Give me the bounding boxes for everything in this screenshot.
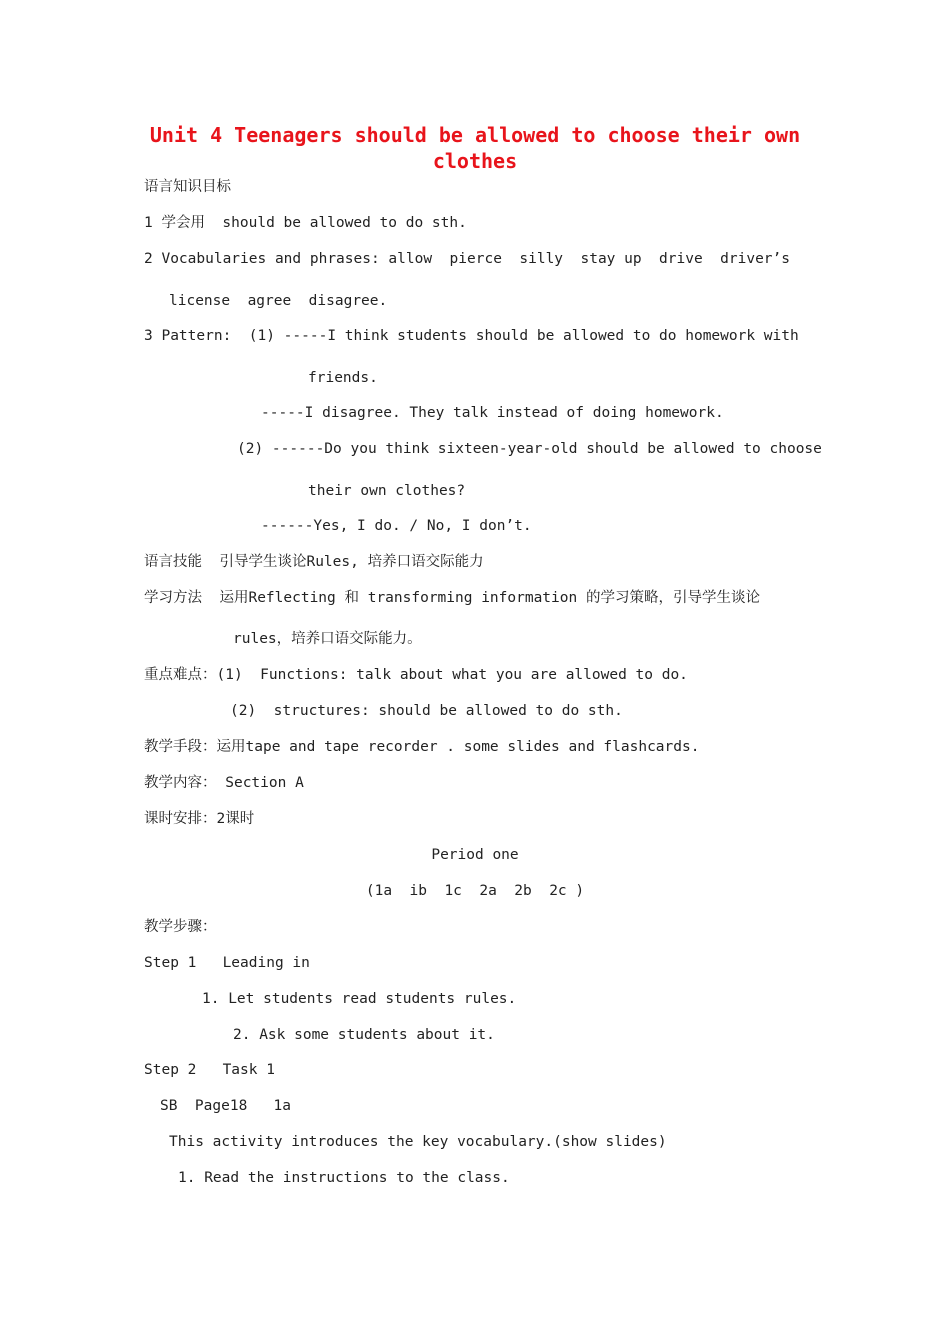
step-2-item-1: 1. Read the instructions to the class. [178,1170,510,1186]
pattern-line-4: ------Yes, I do. / No, I don’t. [261,518,532,534]
document-title: Unit 4 Teenagers should be allowed to choose their own clothes [149,123,801,173]
key-points-line: 重点难点：(1) Functions: talk about what you are allowed to do. [144,667,688,683]
pattern-line-1: 3 Pattern: (1) -----I think students should be allowed to do homework with [144,328,799,344]
method-line-cont: rules，培养口语交际能力。 [233,631,422,647]
vocabulary-line: 2 Vocabularies and phrases: allow pierce silly stay up drive driver’s [144,251,791,267]
objectives-heading: 语言知识目标 [144,179,231,195]
step-2-intro: This activity introduces the key vocabulary.(show slides) [169,1134,667,1150]
objective-line-1: 1 学会用 should be allowed to do sth. [144,215,467,231]
pattern-line-2: -----I disagree. They talk instead of doing homework. [261,405,724,421]
period-title: Period one [431,847,519,863]
content-line: 教学内容： Section A [144,775,304,791]
pattern-line-3-cont: their own clothes? [308,483,466,499]
skills-line: 语言技能 引导学生谈论Rules, 培养口语交际能力 [144,554,484,570]
step-1-item-1: 1. Let students read students rules. [202,991,517,1007]
method-line: 学习方法 运用Reflecting 和 transforming information 的学习策略，引导学生谈论 [144,590,760,606]
steps-heading: 教学步骤： [144,919,217,935]
key-points-line-2: (2) structures: should be allowed to do sth. [230,703,623,719]
pattern-line-3: (2) ------Do you think sixteen-year-old should be allowed to choose [237,441,822,457]
pattern-line-1-cont: friends. [308,370,378,386]
step-2: Step 2 Task 1 [144,1062,275,1078]
step-1-item-2: 2. Ask some students about it. [233,1027,495,1043]
schedule-line: 课时安排：2课时 [144,811,255,827]
period-parts: (1a ib 1c 2a 2b 2c ) [365,883,585,899]
step-2-sb: SB Page18 1a [160,1098,291,1114]
step-1: Step 1 Leading in [144,955,310,971]
tools-line: 教学手段：运用tape and tape recorder . some slides and flashcards. [144,739,700,755]
vocabulary-line-cont: license agree disagree. [169,293,388,309]
